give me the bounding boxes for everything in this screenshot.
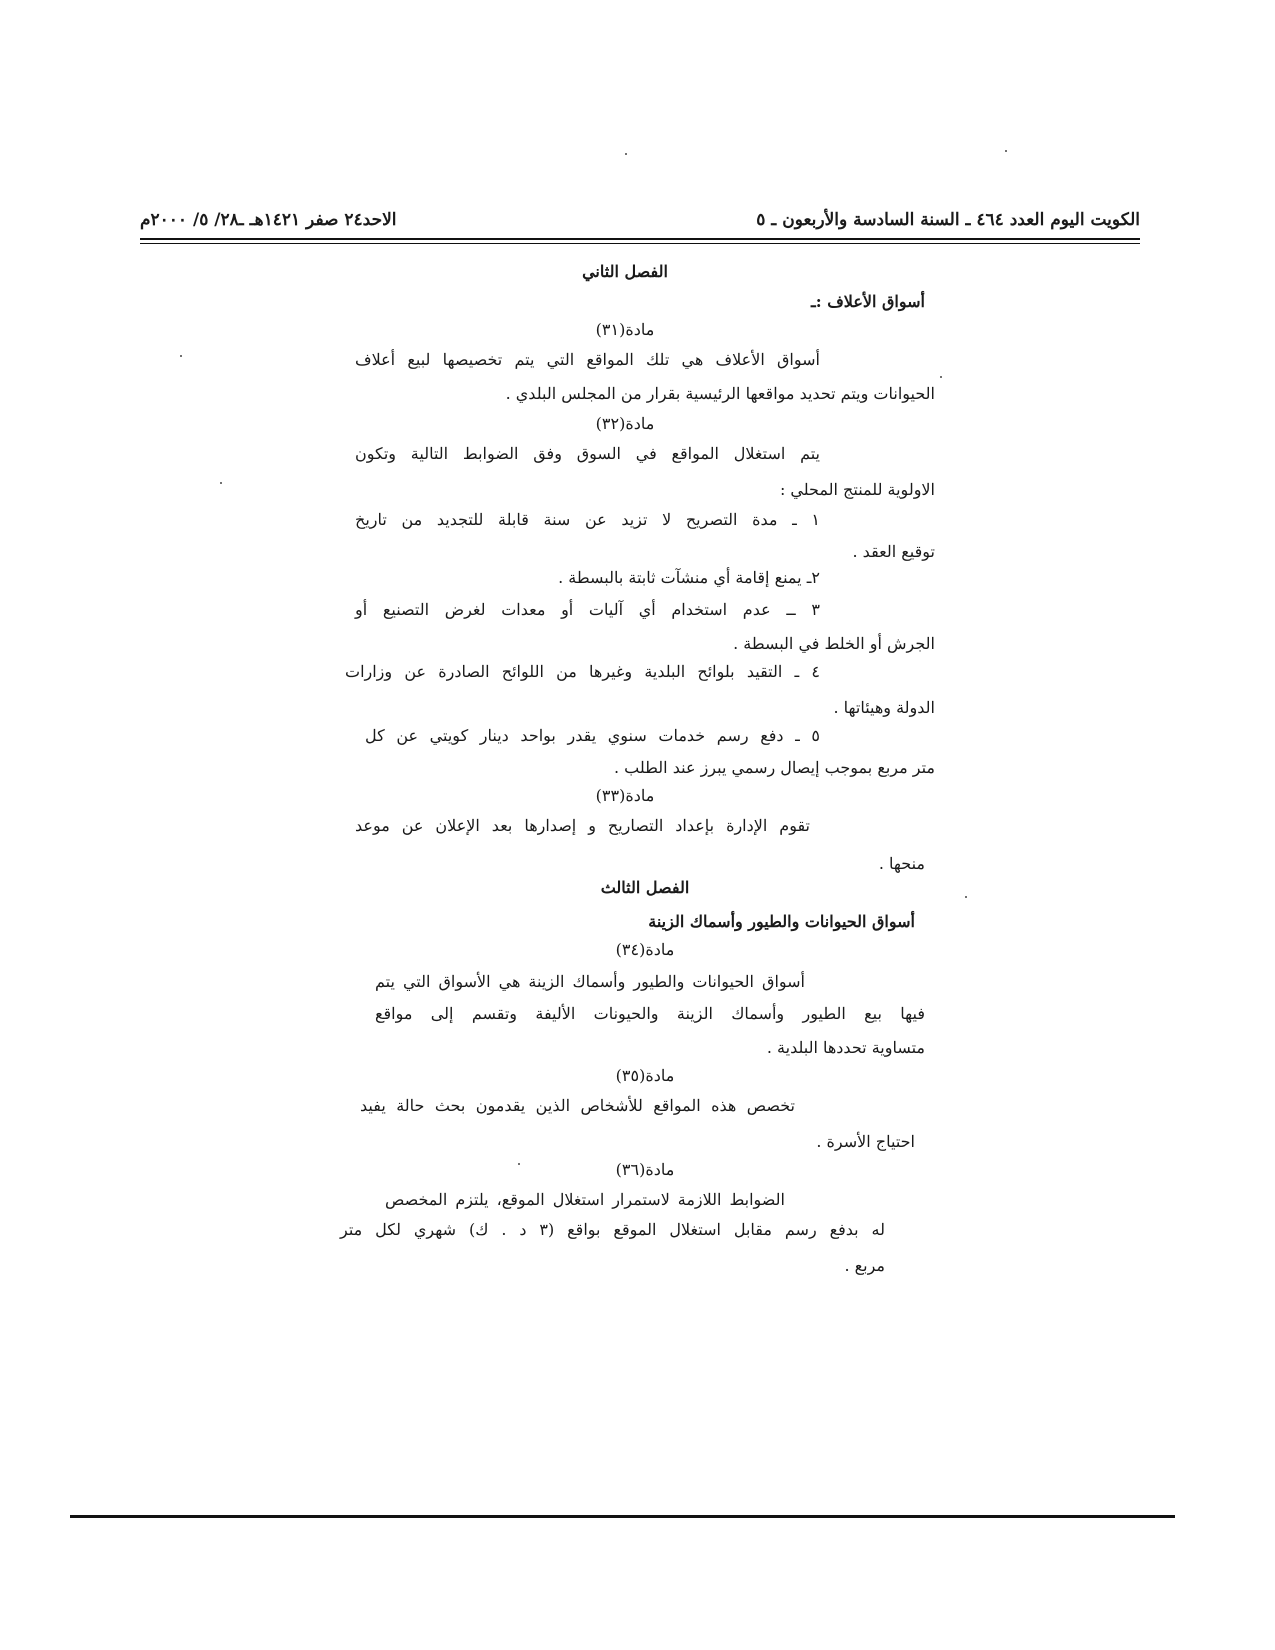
scan-speck <box>180 355 182 357</box>
chapter-heading: الفصل الثالث <box>600 878 690 897</box>
scan-speck <box>518 1163 520 1165</box>
paragraph-line: أسواق الحيوانات والطيور وأسماك الزينة هي الأسواق التي يتم <box>375 972 805 991</box>
chapter-heading: الفصل الثاني <box>582 262 668 281</box>
paragraph-line: تخصص هذه المواقع للأشخاص الذين يقدمون بحث حالة يفيد <box>360 1096 795 1115</box>
scan-speck <box>1005 150 1007 152</box>
list-item-line: توقيع العقد . <box>852 542 935 561</box>
scan-speck <box>625 153 627 155</box>
paragraph-line: له بدفع رسم مقابل استغلال الموقع بواقع (٣ د . ك) شهري لكل متر <box>340 1220 885 1239</box>
page-header <box>140 210 1140 240</box>
list-item-line: متر مربع بموجب إيصال رسمي يبرز عند الطلب . <box>614 758 935 777</box>
paragraph-line: الاولوية للمنتج المحلي : <box>779 480 935 499</box>
section-heading: أسواق الحيوانات والطيور وأسماك الزينة <box>648 912 915 931</box>
article-heading: مادة(٣٦) <box>615 1160 675 1179</box>
paragraph-line: احتياج الأسرة . <box>816 1132 915 1151</box>
article-heading: مادة(٣٥) <box>615 1066 675 1085</box>
header-rule-thin <box>140 243 1140 244</box>
scan-speck <box>965 896 967 898</box>
list-item-line: ٥ ـ دفع رسم خدمات سنوي يقدر بواحد دينار كويتي عن كل <box>365 726 820 745</box>
header-date: الاحد٢٤ صفر ١٤٢١هـ ـ٢٨/ ٥/ ٢٠٠٠م <box>140 210 397 230</box>
list-item-line: الدولة وهيئاتها . <box>833 698 935 717</box>
header-publication: الكويت اليوم العدد ٤٦٤ ـ السنة السادسة والأربعون ـ ٥ <box>756 210 1140 230</box>
scan-speck <box>940 376 942 378</box>
list-item-line: ١ ـ مدة التصريح لا تزيد عن سنة قابلة للتجديد من تاريخ <box>355 510 820 529</box>
article-heading: مادة(٣٣) <box>595 786 655 805</box>
scan-speck <box>220 482 222 484</box>
section-heading: أسواق الأعلاف :ـ <box>811 292 925 311</box>
list-item-line: ٣ ــ عدم استخدام أي آليات أو معدات لغرض التصنيع أو <box>355 600 820 619</box>
article-heading: مادة(٣٢) <box>595 414 655 433</box>
paragraph-line: تقوم الإدارة بإعداد التصاريح و إصدارها بعد الإعلان عن موعد <box>355 816 810 835</box>
paragraph-line: فيها بيع الطيور وأسماك الزينة والحيونات الأليفة وتقسم إلى مواقع <box>375 1004 925 1023</box>
paragraph-line: متساوية تحددها البلدية . <box>766 1038 925 1057</box>
paragraph-line: منحها . <box>878 854 925 873</box>
article-heading: مادة(٣١) <box>595 320 655 339</box>
footer-rule <box>70 1515 1175 1518</box>
paragraph-line: أسواق الأعلاف هي تلك المواقع التي يتم تخصيصها لبيع أعلاف <box>355 350 820 369</box>
list-item-line: ٤ ـ التقيد بلوائح البلدية وغيرها من اللوائح الصادرة عن وزارات <box>345 662 820 681</box>
list-item-line: الجرش أو الخلط في البسطة . <box>733 634 935 653</box>
header-rule <box>140 238 1140 240</box>
article-heading: مادة(٣٤) <box>615 940 675 959</box>
paragraph-line: الضوابط اللازمة لاستمرار استغلال الموقع، يلتزم المخصص <box>385 1190 785 1209</box>
paragraph-line: مربع . <box>844 1256 885 1275</box>
paragraph-line: الحيوانات ويتم تحديد مواقعها الرئيسية بقرار من المجلس البلدي . <box>505 384 935 403</box>
paragraph-line: يتم استغلال المواقع في السوق وفق الضوابط التالية وتكون <box>355 444 820 463</box>
list-item-line: ٢ـ يمنع إقامة أي منشآت ثابتة بالبسطة . <box>558 568 820 587</box>
